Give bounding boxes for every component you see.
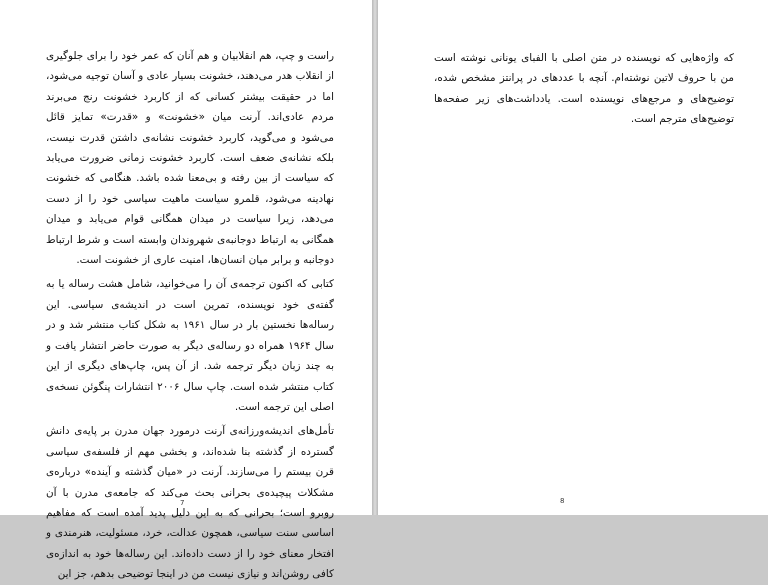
right-page [378, 0, 768, 515]
left-page-body [46, 46, 334, 585]
left-page-number: 7 [180, 499, 185, 507]
left-paragraph-3: تأمل‌های اندیشه‌ورزانه‌ی آرنت درمورد جهان مدرن بر پایه‌ی دانش گسترده از گذشته بنا شده‌اند، و بخشی مهم از فلسفه‌ی سیاسی قرن بیستم را می‌سازند. آرنت در «میان گذشته و آینده» درباره‌ی مشکلات پیچیده‌ی بحرانی بحث می‌کند که جامعه‌ی مدرن با آن روبرو است؛ بحرانی که به این دلیل پدید آمده است که مفاهیم اساسی سنت سیاسی، همچون عدالت، خرد، مسئولیت، هنرمندی و افتخار معنای خود را از دست داده‌اند. این رساله‌ها خود به اندازه‌ی کافی روشن‌اند و نیازی نیست من در اینجا توضیحی بدهم، جز این [46, 425, 334, 581]
left-paragraph-2: کتابی که اکنون ترجمه‌ی آن را می‌خوانید، شامل هشت رساله یا به گفته‌ی خود نویسنده، تمرین است در اندیشه‌ی سیاسی. این رساله‌ها نخستین بار در سال ۱۹۶۱ به شکل کتاب منتشر شد و در سال ۱۹۶۴ همراه دو رساله‌ی دیگر به صورت حاضر انتشار یافت و به چند زبان دیگر ترجمه شد. از آن پس، چاپ‌های دیگری از این کتاب منتشر شده است. چاپ سال ۲۰۰۶ انتشارات پنگوئن نسخه‌ی اصلی این ترجمه است. [46, 278, 335, 413]
left-page [0, 0, 372, 581]
right-paragraph-1: که واژه‌هایی که نویسنده در متن اصلی با الفبای یونانی نوشته است من با حروف لاتین نوشته‌ام. آنچه با عددهای در پرانتز مشخص شده، توضیح‌های و مرجع‌های نویسنده است. یادداشت‌های زیر صفحه‌ها توضیح‌های مترجم است. [434, 52, 734, 126]
right-page-body [434, 48, 734, 130]
right-page-number: 8 [560, 497, 565, 505]
left-paragraph-1: راست و چپ، هم انقلابیان و هم آنان که عمر خود را برای جلوگیری از انقلاب هدر می‌دهند، خشونت بسیار عادی و آسان توجیه می‌شود، اما در حقیقت بیشتر کسانی که از کاربرد خشونت رنج می‌برند مردم عادی‌اند. آرنت میان «خشونت» و «قدرت» تمایز قائل می‌شود و می‌گوید، کاربرد خشونت نشانه‌ی داشتن قدرت نیست، بلکه نشانه‌ی ضعف است. کاربرد خشونت زمانی ضرورت می‌یابد که سیاست از بین رفته و بی‌معنا شده باشد. هنگامی که خشونت نهادینه می‌شود، قلمرو سیاست ماهیت سیاسی خود را از دست می‌دهد، زیرا سیاست در میدان همگانی قوام می‌یابد و میدان همگانی به ارتباط دوجانبه‌ی شهروندان وابسته است و شرط ارتباط دوجانبه و برابر میان انسان‌ها، امنیت عاری از خشونت است. [46, 50, 334, 267]
